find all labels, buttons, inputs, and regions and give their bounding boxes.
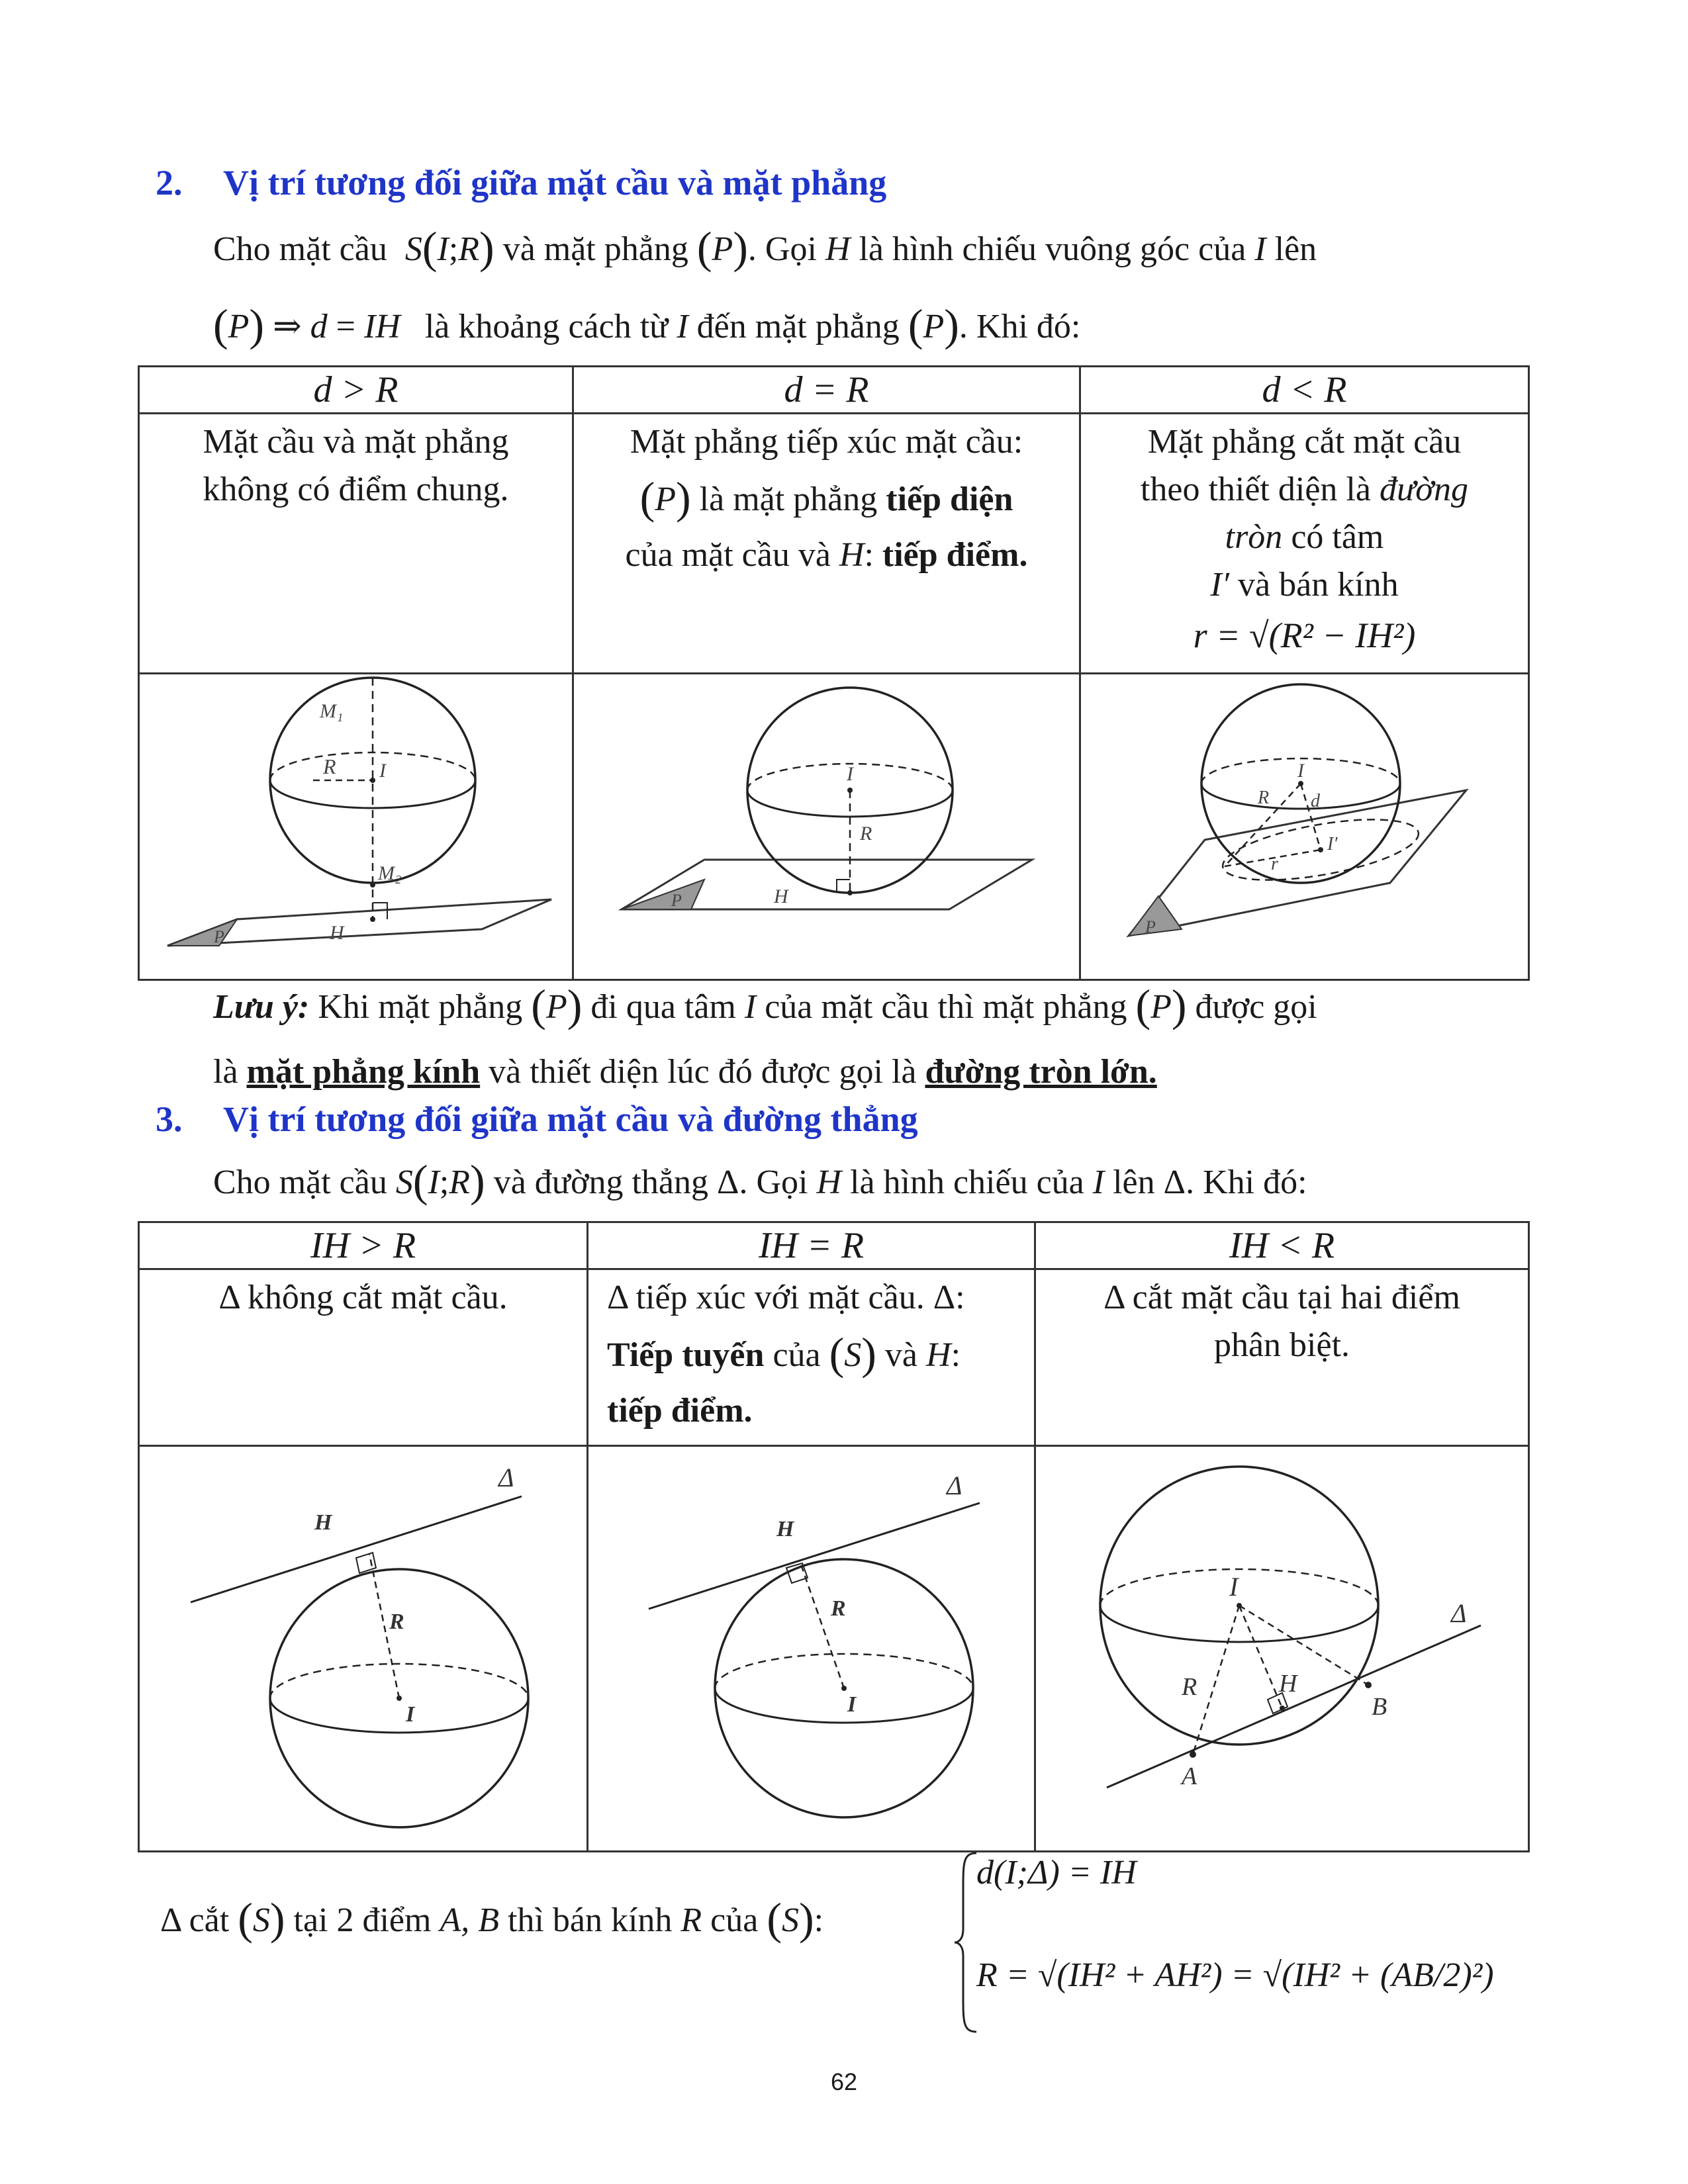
header-ih-greater-r: IH > R xyxy=(139,1222,588,1269)
text-bold: Tiếp tuyến xyxy=(607,1336,765,1374)
text: phân biệt. xyxy=(1213,1326,1350,1364)
cell-cross-section xyxy=(1080,414,1529,674)
math-delta: Δ xyxy=(160,1901,181,1939)
math-colon: : xyxy=(864,536,874,574)
cell-line-secant xyxy=(1035,1269,1529,1446)
text: là khoảng cách từ xyxy=(424,308,669,345)
figure-sphere-plane-apart xyxy=(141,674,571,966)
text: và bán kính xyxy=(1238,566,1399,604)
math-AB: A, B xyxy=(440,1901,499,1939)
text: và thiết diện lúc đó được gọi là xyxy=(489,1053,917,1091)
text: là mặt phẳng xyxy=(699,480,878,518)
text: là hình chiếu vuông góc của xyxy=(859,230,1246,268)
text: tại 2 điểm xyxy=(293,1901,432,1939)
label-delta: Δ xyxy=(498,1463,514,1492)
label-Iprime: I′ xyxy=(1327,834,1337,854)
text-bold: tiếp điểm. xyxy=(882,536,1028,574)
text: lên xyxy=(1113,1163,1155,1201)
text: đến mặt phẳng xyxy=(696,308,900,345)
math-H: H xyxy=(816,1163,841,1201)
text-bold: tiếp diện xyxy=(886,480,1013,518)
figure-line-apart xyxy=(141,1447,586,1837)
math-delta: Δ xyxy=(933,1279,956,1316)
label-H: H xyxy=(773,886,788,907)
label-R: R xyxy=(830,1596,846,1621)
math-d: d xyxy=(310,308,328,345)
header-ih-less-r: IH < R xyxy=(1035,1222,1529,1269)
math-semi: ; xyxy=(439,1163,449,1201)
figure-cell-1 xyxy=(139,674,573,980)
plane-sphere-table xyxy=(138,365,1530,981)
math-S: S xyxy=(252,1901,270,1939)
text: . Gọi xyxy=(747,230,817,268)
math-S: S xyxy=(844,1336,862,1374)
figure-line-secant xyxy=(1037,1447,1527,1837)
label-H: H xyxy=(329,922,344,944)
term-diametral-plane: mặt phẳng kính xyxy=(246,1053,481,1091)
label-H: H xyxy=(776,1517,794,1541)
label-H: H xyxy=(1278,1670,1297,1698)
label-I: I xyxy=(1297,760,1304,782)
math-IH: IH xyxy=(363,308,400,345)
term-great-circle: đường tròn lớn. xyxy=(925,1053,1157,1091)
label-d: d xyxy=(1310,791,1320,811)
label-R: R xyxy=(389,1610,404,1634)
label-P: P xyxy=(671,891,682,910)
text: của mặt cầu và xyxy=(625,536,831,574)
label-R: R xyxy=(322,754,336,778)
math-P: P xyxy=(655,480,677,518)
section2-intro-line1: Cho mặt cầu S(I;R) và mặt phẳng (P). Gọi H là hình chiếu vuông góc của I lên xyxy=(213,222,1317,273)
cell-line-tangent: Δ tiếp xúc với mặt cầu. Δ: Tiếp tuyến của (S) và H: tiếp điểm. xyxy=(588,1269,1035,1446)
math-H: H xyxy=(839,536,865,574)
label-I: I xyxy=(847,1692,856,1717)
math-S: S xyxy=(395,1163,413,1201)
text: lên xyxy=(1274,230,1317,268)
text: Mặt cầu và mặt phẳng xyxy=(203,423,509,461)
label-I: I xyxy=(405,1702,414,1727)
formula-distance: d(I;Δ) = IH xyxy=(976,1854,1137,1891)
label-I: I xyxy=(1229,1572,1238,1602)
math-colon: : xyxy=(955,1279,965,1316)
figure-cell-4 xyxy=(139,1446,588,1852)
label-B: B xyxy=(1371,1693,1387,1721)
math-R: R xyxy=(680,1901,702,1939)
label-delta: Δ xyxy=(1450,1598,1466,1628)
cell-line-no-intersect xyxy=(139,1269,588,1446)
label-I: I xyxy=(379,760,386,782)
figure-cell-3 xyxy=(1080,674,1529,980)
text: của mặt cầu thì mặt phẳng xyxy=(765,988,1127,1026)
math-colon: : xyxy=(951,1336,961,1374)
text: của xyxy=(773,1336,821,1374)
math-delta: Δ xyxy=(607,1279,628,1316)
math-P: P xyxy=(712,230,733,268)
math-I: I xyxy=(677,308,688,345)
text: Khi mặt phẳng xyxy=(318,988,523,1026)
label-M1: M₁ xyxy=(319,700,343,722)
text: của xyxy=(710,1901,759,1939)
math-S: S xyxy=(782,1901,799,1939)
math-implies: ⇒ xyxy=(273,308,302,345)
line-sphere-table xyxy=(138,1221,1530,1852)
section2-heading xyxy=(156,162,886,203)
math-I: I xyxy=(744,988,757,1026)
page-number: 62 xyxy=(831,2068,858,2095)
label-A: A xyxy=(1181,1762,1197,1790)
label-R: R xyxy=(1257,788,1269,808)
text: được gọi xyxy=(1195,988,1317,1026)
radius-statement: Δ cắt (S) tại 2 điểm A, B thì bán kính R của (S): xyxy=(160,1893,824,1944)
header-ih-equal-r: IH = R xyxy=(588,1222,1035,1269)
text: là xyxy=(213,1053,238,1091)
math-delta: Δ xyxy=(218,1279,239,1316)
text-italic: tròn xyxy=(1225,518,1283,556)
note-line1: Lưu ý: Khi mặt phẳng (P) đi qua tâm I của mặt cầu thì mặt phẳng (P) được gọi xyxy=(213,980,1317,1030)
figure-cell-2 xyxy=(573,674,1080,980)
figure-sphere-plane-tangent xyxy=(575,674,1078,966)
label-r: r xyxy=(1270,854,1278,874)
text: và mặt phẳng xyxy=(502,230,688,268)
text: thì bán kính xyxy=(507,1901,673,1939)
formula-radius: R = √(IH² + AH²) = √(IH² + (AB/2)²) xyxy=(976,1956,1494,1994)
label-P: P xyxy=(1145,917,1156,936)
section2-number: 2. xyxy=(156,163,183,203)
section2-intro-line2: (P) ⇒ d = IH là khoảng cách từ I đến mặt phẳng (P). Khi đó: xyxy=(213,300,1081,350)
text: Cho mặt cầu xyxy=(213,1163,387,1201)
section2-title: Vị trí tương đối giữa mặt cầu và mặt phẳng xyxy=(223,163,887,203)
text: là hình chiếu của xyxy=(850,1163,1084,1201)
text: không có điểm chung. xyxy=(203,471,509,508)
section3-heading xyxy=(156,1099,918,1140)
note-line2 xyxy=(213,1052,1157,1091)
label-H: H xyxy=(314,1510,332,1535)
math-I: I xyxy=(1092,1163,1105,1201)
text: Mặt phẳng cắt mặt cầu xyxy=(1147,423,1462,461)
note-label: Lưu ý: xyxy=(213,988,310,1026)
math-P: P xyxy=(1150,988,1172,1026)
text: Mặt phẳng tiếp xúc mặt cầu: xyxy=(630,423,1023,461)
math-Iprime: I′ xyxy=(1210,566,1230,604)
text: . Khi đó: xyxy=(959,308,1081,345)
text: không cắt mặt cầu. xyxy=(247,1279,508,1316)
text: . Khi đó: xyxy=(1186,1163,1307,1201)
text-italic: đường xyxy=(1379,471,1469,508)
figure-line-tangent xyxy=(589,1447,1034,1837)
text: và đường thẳng xyxy=(493,1163,708,1201)
formula-small-radius: r = √(R² − IH²) xyxy=(1193,615,1416,655)
text: có tâm xyxy=(1291,518,1384,556)
cell-tangent-plane: Mặt phẳng tiếp xúc mặt cầu: (P) là mặt phẳng tiếp diện của mặt cầu và H: tiếp điểm. xyxy=(573,414,1080,674)
math-I: I xyxy=(1254,230,1266,268)
section3-number: 3. xyxy=(156,1099,183,1139)
math-delta: Δ xyxy=(1163,1163,1186,1201)
math-delta: Δ xyxy=(716,1163,739,1201)
label-M2: M₂ xyxy=(377,862,401,884)
math-P: P xyxy=(923,308,945,345)
math-H: H xyxy=(926,1336,951,1374)
label-I: I xyxy=(846,763,853,785)
text-bold: tiếp điểm. xyxy=(607,1392,753,1430)
brace-system xyxy=(953,1850,980,2035)
label-delta: Δ xyxy=(946,1471,962,1500)
label-R: R xyxy=(859,823,872,844)
math-semi: ; xyxy=(448,230,459,268)
header-d-equal-r: d = R xyxy=(573,367,1080,414)
text: Cho mặt cầu xyxy=(213,230,387,268)
header-d-less-r: d < R xyxy=(1080,367,1529,414)
header-d-greater-r: d > R xyxy=(139,367,573,414)
math-P: P xyxy=(545,988,567,1026)
math-H: H xyxy=(825,230,851,268)
text: tiếp xúc với mặt cầu. xyxy=(635,1279,925,1316)
label-R: R xyxy=(1181,1673,1197,1701)
math-eq: = xyxy=(336,308,355,345)
text: cắt xyxy=(189,1901,230,1939)
math-delta: Δ xyxy=(1103,1279,1124,1316)
math-R: R xyxy=(458,230,480,268)
figure-sphere-plane-intersect xyxy=(1082,674,1527,966)
text: . Gọi xyxy=(739,1163,808,1201)
math-R: R xyxy=(449,1163,471,1201)
math-I: I xyxy=(428,1163,440,1201)
text: và xyxy=(884,1336,918,1374)
text: theo thiết diện là xyxy=(1140,471,1371,508)
text: đi qua tâm xyxy=(590,988,736,1026)
section3-title: Vị trí tương đối giữa mặt cầu và đường thẳng xyxy=(223,1099,918,1139)
math-S: S xyxy=(404,230,422,268)
section3-intro: Cho mặt cầu S(I;R) và đường thẳng Δ. Gọi H là hình chiếu của I lên Δ. Khi đó: xyxy=(213,1156,1307,1206)
math-P: P xyxy=(228,308,250,345)
text: cắt mặt cầu tại hai điểm xyxy=(1132,1279,1460,1316)
label-P: P xyxy=(213,927,224,946)
math-I: I xyxy=(437,230,449,268)
figure-cell-5 xyxy=(588,1446,1035,1852)
math-colon: : xyxy=(814,1901,824,1939)
cell-no-intersection xyxy=(139,414,573,674)
figure-cell-6 xyxy=(1035,1446,1529,1852)
